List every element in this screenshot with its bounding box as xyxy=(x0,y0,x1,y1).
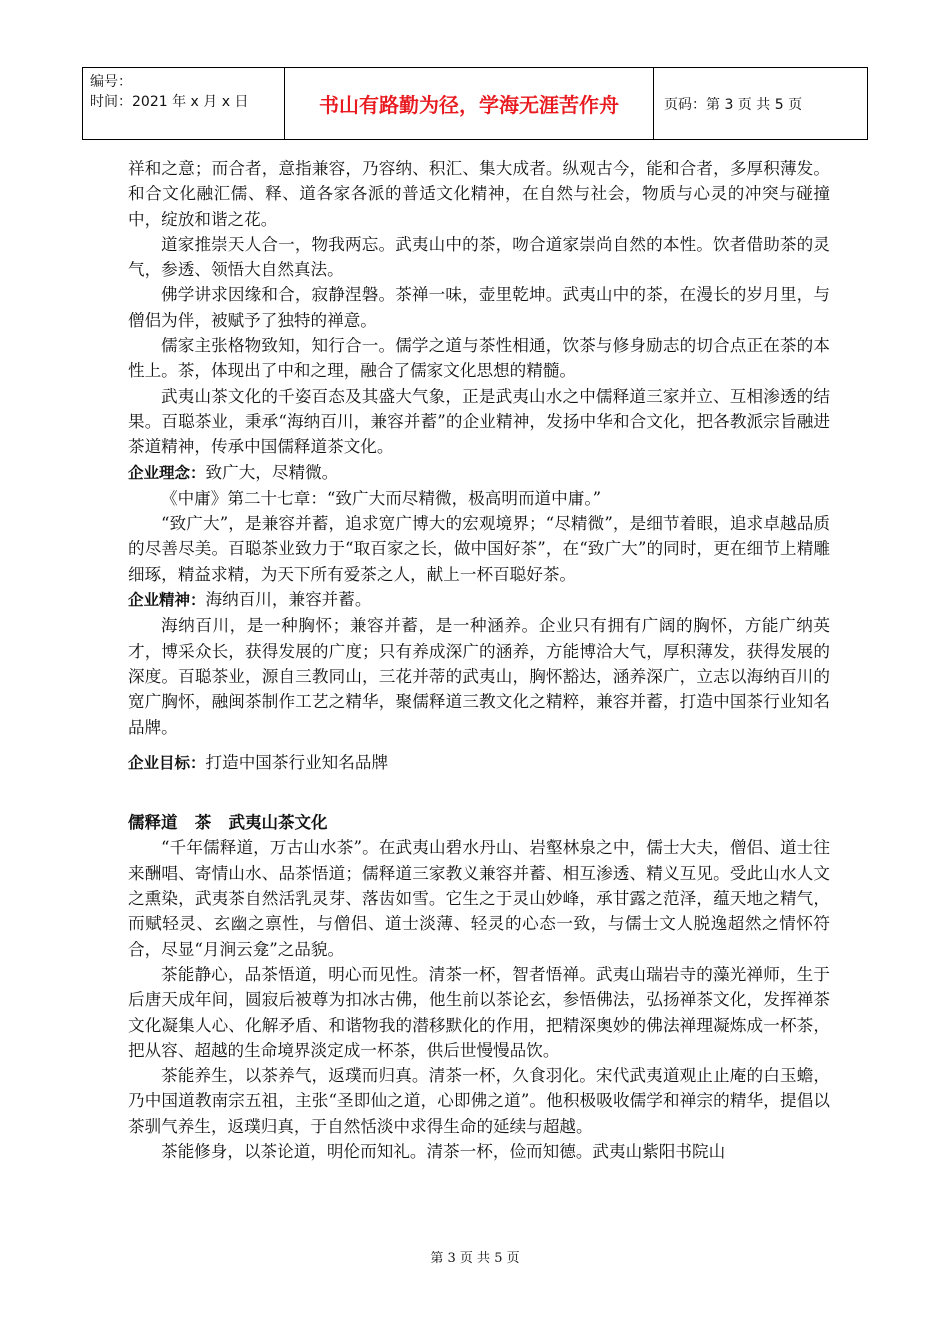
header-page-info: 页码：第 3 页 共 5 页 xyxy=(664,96,803,113)
paragraph: 祥和之意；而合者，意指兼容，乃容纳、积汇、集大成者。纵观古今，能和合者，多厚积薄发。和合文化融汇儒、释、道各家各派的普适文化精神，在自然与社会，物质与心灵的冲突与碰撞中，绽放和谐之花。 xyxy=(128,159,830,229)
paragraph: 海纳百川，是一种胸怀；兼容并蓄，是一种涵养。企业只有拥有广阔的胸怀，方能广纳英才，博采众长，获得发展的广度；只有养成深广的涵养，方能博洽大气，厚积薄发，获得发展的深度。百聪茶业，源自三教同山，三花并蒂的武夷山，胸怀豁达，涵养深广，立志以海纳百川的宽广胸怀，融闽茶制作工艺之精华，聚儒释道三教文化之精粹，兼容并蓄，打造中国茶行业知名品牌。 xyxy=(128,616,830,737)
philosophy-value: 致广大，尽精微。 xyxy=(205,462,339,482)
spacer xyxy=(128,740,830,750)
header-motto: 书山有路勤为径，学海无涯苦作舟 xyxy=(285,68,654,139)
philosophy-label: 企业理念： xyxy=(128,463,206,482)
paragraph: “千年儒释道，万古山水茶”。在武夷山碧水丹山、岩壑林泉之中，儒士大夫，僧侣、道士往来酬唱、寄情山水、品茶悟道；儒释道三家教义兼容并蓄、相互渗透、精义互见。受此山水人文之熏染，武夷茶自然活乳灵芽、落齿如雪。它生之于灵山妙峰，承甘露之范泽，蕴天地之精气，而赋轻灵、玄幽之禀性，与僧侣、道士淡薄、轻灵的心态一致，与儒士文人脱逸超然之情怀符合，尽显“月涧云龛”之品貌。 xyxy=(128,838,830,959)
section-title: 儒释道 茶 武夷山茶文化 xyxy=(128,813,328,833)
header-meta xyxy=(83,68,285,139)
paragraph: 儒家主张格物致知，知行合一。儒学之道与茶性相通，饮茶与修身励志的切合点正在茶的本性上。茶，体现出了中和之理，融合了儒家文化思想的精髓。 xyxy=(128,336,830,381)
paragraph: 道家推崇天人合一，物我两忘。武夷山中的茶，吻合道家崇尚自然的本性。饮者借助茶的灵气，参透、领悟大自然真法。 xyxy=(128,234,830,280)
header-table xyxy=(82,67,868,140)
goal-line xyxy=(128,750,830,776)
spacer xyxy=(128,776,830,810)
philosophy-line xyxy=(128,460,830,486)
paragraph: 茶能修身，以茶论道，明伦而知礼。清茶一杯，俭而知德。武夷山紫阳书院山 xyxy=(161,1141,726,1161)
number-label: 编号： xyxy=(90,74,132,90)
goal-label: 企业目标： xyxy=(128,753,206,772)
paragraph: 茶能静心，品茶悟道，明心而见性。清茶一杯，智者悟禅。武夷山瑞岩寺的藻光禅师，生于后唐天成年间，圆寂后被尊为扣冰古佛，他生前以茶论玄，参悟佛法，弘扬禅茶文化，发挥禅茶文化凝集人心、化解矛盾、和谐物我的潜移默化的作用，把精深奥妙的佛法禅理凝炼成一杯茶，把从容、超越的生命境界淡定成一杯茶，供后世慢慢品饮。 xyxy=(128,964,830,1060)
spirit-value: 海纳百川，兼容并蓄。 xyxy=(205,590,372,610)
spirit-label: 企业精神： xyxy=(128,591,206,610)
paragraph: 《中庸》第二十七章：“致广大而尽精微，极高明而道中庸。” xyxy=(161,488,602,508)
page-footer: 第 3 页 共 5 页 xyxy=(430,1251,520,1266)
paragraph: 武夷山茶文化的千姿百态及其盛大气象，正是武夷山水之中儒释道三家并立、互相渗透的结果。百聪茶业，秉承“海纳百川，兼容并蓄”的企业精神，发扬中华和合文化，把各教派宗旨融进茶道精神，传承中国儒释道茶文化。 xyxy=(128,386,830,457)
goal-value: 打造中国茶行业知名品牌 xyxy=(205,752,389,772)
paragraph: 佛学讲求因缘和合，寂静涅磐。茶禅一味，壶里乾坤。武夷山中的茶，在漫长的岁月里，与僧侣为伴，被赋予了独特的禅意。 xyxy=(128,285,830,330)
paragraph: 茶能养生，以茶养气，返璞而归真。清茶一杯，久食羽化。宋代武夷道观止止庵的白玉蟾，乃中国道教南宗五祖，主张“圣即仙之道，心即佛之道”。他积极吸收儒学和禅宗的精华，提倡以茶驯气养生，返璞归真，于自然恬淡中求得生命的延续与超越。 xyxy=(128,1066,830,1136)
spirit-line xyxy=(128,587,830,613)
time-label: 时间：2021 年 x 月 x 日 xyxy=(90,94,249,110)
paragraph: “致广大”，是兼容并蓄，追求宽广博大的宏观境界；“尽精微”，是细节着眼，追求卓越品质的尽善尽美。百聪茶业致力于“取百家之长，做中国好茶”，在“致广大”的同时，更在细节上精雕细琢，精益求精，为天下所有爱茶之人，献上一杯百聪好茶。 xyxy=(128,514,830,584)
document-body xyxy=(128,156,830,1164)
